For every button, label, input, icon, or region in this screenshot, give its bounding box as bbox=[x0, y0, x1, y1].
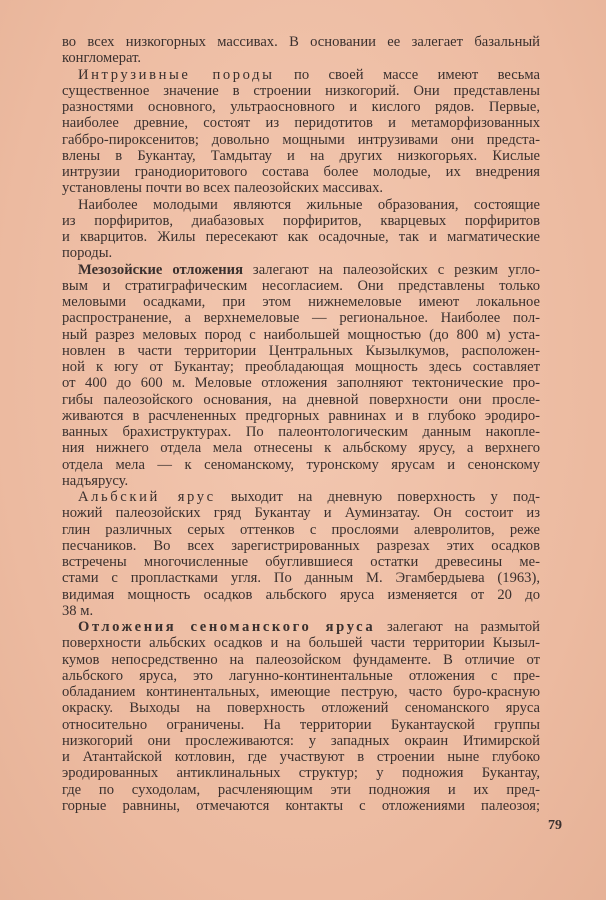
paragraph bbox=[62, 197, 540, 262]
page-body bbox=[62, 34, 540, 814]
first-line-text: Наиболее молодыми являются жильные образования, состоящие bbox=[78, 196, 540, 213]
first-line-text: выходит на дневную поверхность у под- bbox=[215, 489, 540, 505]
page-number: 79 bbox=[548, 818, 562, 833]
text-line: песчаников. Во всех зарегистрированных разрезах этих осадков bbox=[62, 537, 540, 554]
first-line-text: залегают на размытой bbox=[375, 619, 540, 635]
text-line bbox=[62, 619, 540, 635]
text-line: 38 м. bbox=[62, 602, 94, 619]
text-line: меловыми осадками, при этом нижнемеловые имеют локальное bbox=[62, 294, 540, 310]
text-line: породы. bbox=[62, 245, 113, 262]
text-line: ния нижнего отдела мела отнесены к альбскому ярусу, а верхнего bbox=[62, 440, 540, 457]
text-line: существенное значение в строении низкогорий. Они представлены bbox=[62, 82, 540, 99]
paragraph-lead-term: Мезозойские отложения bbox=[78, 261, 243, 278]
text-line: вым и стратиграфическим несогласием. Они представлены только bbox=[62, 277, 540, 294]
text-line: распространение, а верхнемеловые — региональное. Наиболее пол- bbox=[62, 310, 540, 327]
text-line: где по суходолам, расчленяющим эти подножия и их пред- bbox=[62, 781, 540, 798]
text-line: наиболее древние, состоят из перидотитов и метаморфизованных bbox=[62, 115, 540, 132]
paragraph-lead-term: Отложения сеноманского яруса bbox=[78, 619, 376, 635]
text-line bbox=[62, 262, 540, 278]
text-line: от 400 до 600 м. Меловые отложения заполняют тектонические про- bbox=[62, 375, 540, 392]
text-line: ножий палеозойских гряд Букантау и Ауминзатау. Он состоит из bbox=[62, 505, 540, 522]
text-line: глин различных серых оттенков с прослоями алевролитов, реже bbox=[62, 521, 540, 538]
text-line: новлен в части территории Центральных Кызылкумов, расположен- bbox=[62, 342, 540, 359]
text-line bbox=[62, 197, 540, 213]
text-line: живаются в расчлененных предгорных равнинах и в глубоко эродиро- bbox=[62, 407, 540, 424]
text-line: из порфиритов, диабазовых порфиритов, кварцевых порфиритов bbox=[62, 212, 540, 229]
text-line: стами с пропластками угля. По данным М. Эгамбердыева (1963), bbox=[62, 570, 540, 587]
text-line: надъярусу. bbox=[62, 472, 129, 489]
text-line: встречены многочисленные обуглившиеся остатки древесины ме- bbox=[62, 554, 540, 570]
text-line: гибы палеозойского основания, на дневной поверхности они просле- bbox=[62, 391, 540, 408]
text-line: относительно ограничены. На территории Букантауской группы bbox=[62, 716, 540, 733]
text-line: альбского яруса, это лагунно-континентальные отложения с пре- bbox=[62, 667, 540, 684]
paragraph bbox=[62, 262, 540, 490]
text-line: ной к югу от Букантау; преобладающая мощность здесь составляет bbox=[62, 359, 540, 375]
text-line: видимая мощность осадков альбского яруса изменяется от 20 до bbox=[62, 586, 540, 603]
paragraph-lead-term: Интрузивные породы bbox=[78, 66, 275, 83]
text-line: отдела мела — к сеноманскому, туронскому ярусам и сенонскому bbox=[62, 456, 540, 473]
text-line: эродированных антиклинальных структур; у подножия Букантау, bbox=[62, 765, 540, 782]
text-line: ный разрез меловых пород с наибольшей мощностью (до 800 м) уста- bbox=[62, 326, 540, 343]
text-line: влены в Букантау, Тамдытау и на других низкогорьях. Кислые bbox=[62, 147, 540, 164]
paragraph bbox=[62, 67, 540, 197]
first-line-text: по своей массе имеют весьма bbox=[274, 66, 541, 83]
first-line-text: залегают на палеозойских с резким угло- bbox=[242, 261, 540, 278]
text-line bbox=[62, 67, 540, 83]
text-line bbox=[62, 489, 540, 505]
text-line: во всех низкогорных массивах. В основании ее залегает базальный bbox=[62, 34, 540, 50]
text-line: и Атантайской котловин, где участвуют в строении ныне глубоко bbox=[62, 749, 540, 765]
text-line: ванных брахиструктурах. По палеонтологическим данным накопле- bbox=[62, 424, 540, 440]
text-line: кумов непосредственно на палеозойском фундаменте. В отличие от bbox=[62, 651, 540, 668]
paragraph bbox=[62, 489, 540, 619]
text-line: окраску. Выходы на поверхность отложений сеноманского яруса bbox=[62, 700, 540, 717]
paragraph bbox=[62, 619, 540, 814]
text-line: поверхности альбских осадков и на большей части территории Кызыл- bbox=[62, 635, 540, 652]
text-line: интрузии гранодиоритового состава более молодые, их внедрения bbox=[62, 164, 540, 180]
text-line: горные равнины, отмечаются контакты с отложениями палеозоя; bbox=[62, 797, 540, 814]
text-line: низкогорий они прослеживаются: у западных окраин Итимирской bbox=[62, 732, 540, 749]
text-line: обладанием континентальных, имеющие пеструю, часто буро-красную bbox=[62, 684, 540, 700]
paragraph bbox=[62, 34, 540, 67]
paragraph-lead-term: Альбский ярус bbox=[78, 489, 216, 505]
text-line: конгломерат. bbox=[62, 50, 142, 67]
text-line: установлены почти во всех палеозойских массивах. bbox=[62, 180, 384, 197]
text-line: габбро-пироксенитов; довольно мощными интрузивами они предста- bbox=[62, 131, 540, 148]
text-line: разностями основного, ультраосновного и кислого рядов. Первые, bbox=[62, 99, 540, 115]
text-line: и кварцитов. Жилы пересекают как осадочные, так и магматические bbox=[62, 229, 540, 245]
